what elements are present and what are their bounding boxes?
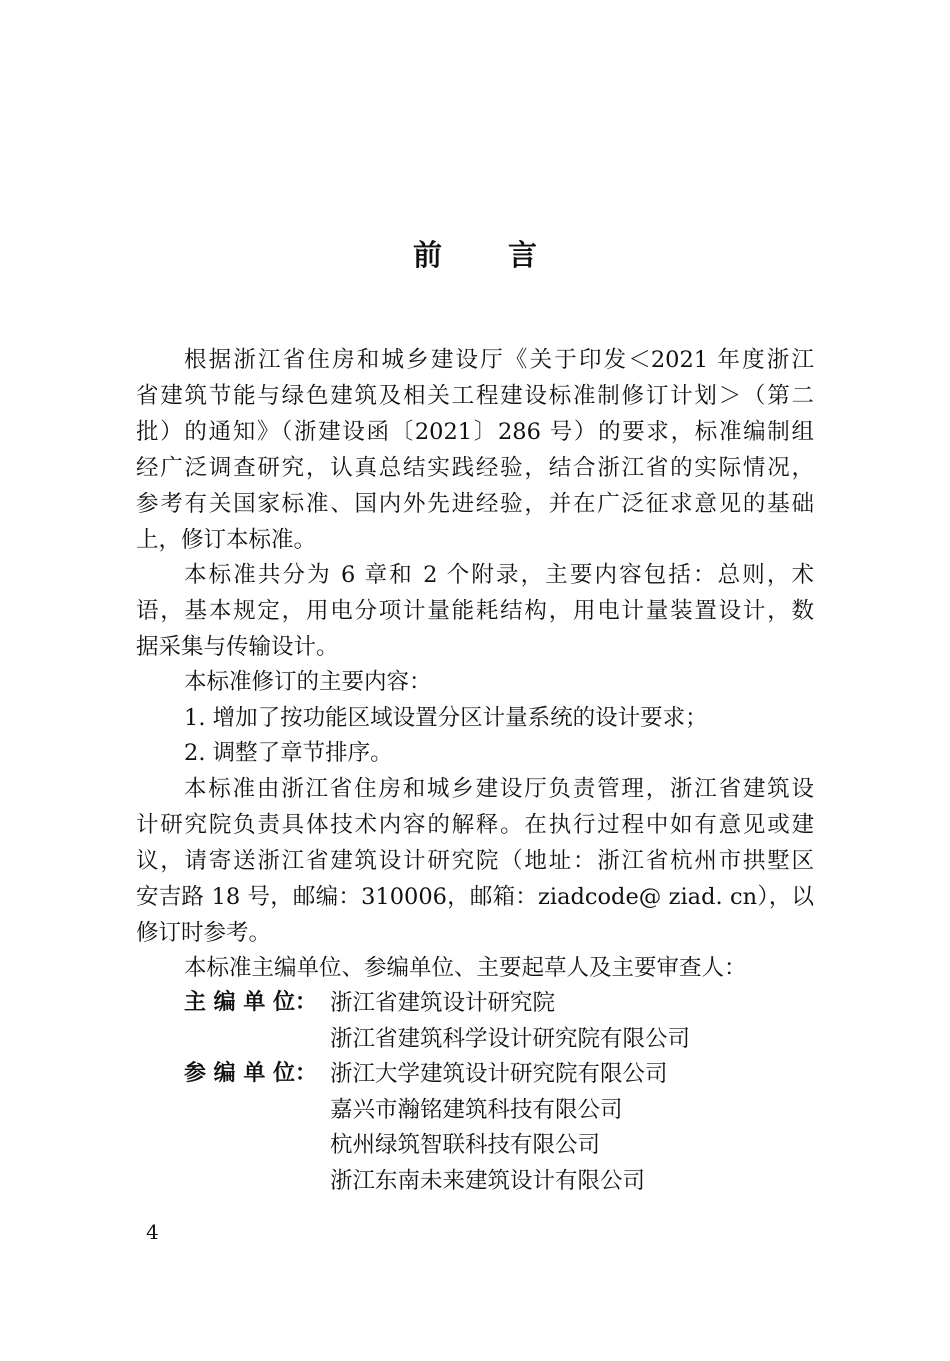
co-editor-org: 浙江大学建筑设计研究院有限公司 [330, 1061, 668, 1087]
paragraph-line: 本标准主编单位、参编单位、主要起草人及主要审查人： [184, 955, 747, 981]
paragraph-line: 本标准共分为 6 章和 2 个附录，主要内容包括：总则，术 [184, 562, 814, 588]
chief-editor-org: 浙江省建筑科学设计研究院有限公司 [330, 1026, 691, 1052]
paragraph-line: 经广泛调查研究，认真总结实践经验，结合浙江省的实际情况， [136, 455, 814, 481]
co-editor-label: 参 编 单 位： [184, 1061, 317, 1086]
chief-editor-org: 浙江省建筑设计研究院 [330, 990, 556, 1016]
co-editor-org: 嘉兴市瀚铭建筑科技有限公司 [330, 1097, 623, 1123]
title-char-1: 前 [412, 238, 442, 272]
paragraph-line: 安吉路 18 号，邮编：310006，邮箱：ziadcode@ ziad. cn），以 [136, 884, 814, 910]
list-item: 1. 增加了按功能区域设置分区计量系统的设计要求； [184, 705, 708, 731]
list-item: 2. 调整了章节排序。 [184, 740, 393, 766]
paragraph-line: 根据浙江省住房和城乡建设厅《关于印发＜2021 年度浙江 [184, 347, 814, 373]
paragraph-line: 修订时参考。 [136, 920, 272, 946]
paragraph-line: 参考有关国家标准、国内外先进经验，并在广泛征求意见的基础 [136, 491, 814, 517]
paragraph-line: 批）的通知》（浙建设函〔2021〕286 号）的要求，标准编制组 [136, 419, 814, 445]
paragraph-line: 计研究院负责具体技术内容的解释。在执行过程中如有意见或建 [136, 812, 814, 838]
co-editor-org: 浙江东南未来建筑设计有限公司 [330, 1168, 646, 1194]
paragraph-line: 语，基本规定，用电分项计量能耗结构，用电计量装置设计，数 [136, 598, 814, 624]
co-editor-org: 杭州绿筑智联科技有限公司 [330, 1132, 601, 1158]
page-title [0, 234, 950, 276]
chief-editor-label: 主 编 单 位： [184, 990, 317, 1015]
title-char-2: 言 [508, 238, 538, 272]
page-number: 4 [146, 1220, 159, 1244]
paragraph-line: 本标准修订的主要内容： [184, 669, 432, 695]
paragraph-line: 议，请寄送浙江省建筑设计研究院（地址：浙江省杭州市拱墅区 [136, 848, 814, 874]
paragraph-line: 省建筑节能与绿色建筑及相关工程建设标准制修订计划＞（第二 [136, 383, 814, 409]
paragraph-line: 据采集与传输设计。 [136, 634, 339, 660]
paragraph-line: 上，修订本标准。 [136, 527, 317, 553]
paragraph-line: 本标准由浙江省住房和城乡建设厅负责管理，浙江省建筑设 [184, 776, 814, 802]
